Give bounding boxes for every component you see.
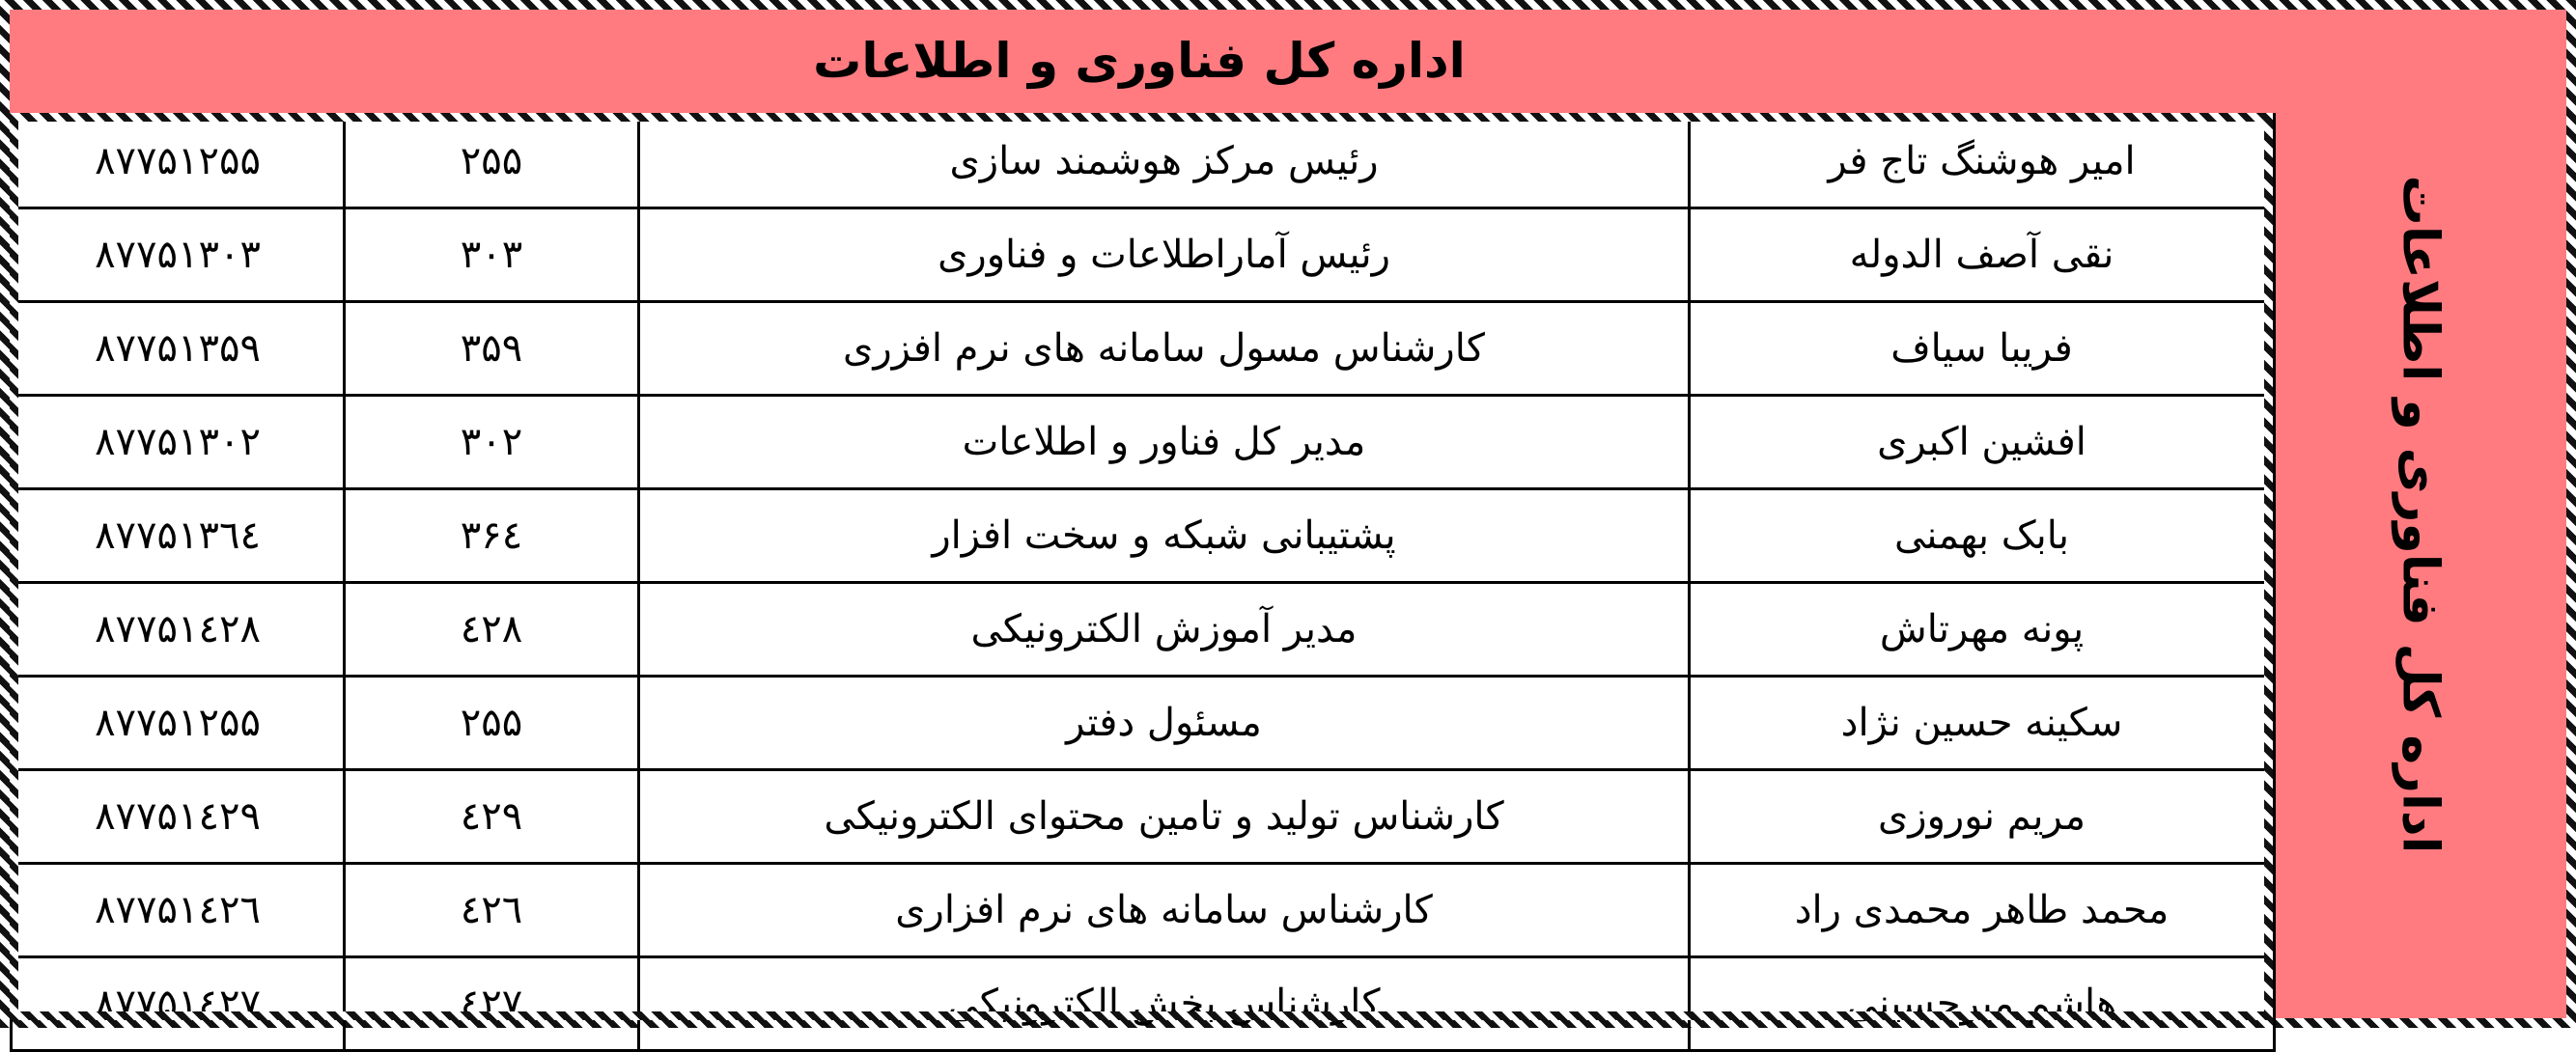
extension-cell: ٤۲٦	[345, 864, 639, 957]
directory-table	[10, 113, 2276, 1052]
table-row	[12, 489, 2275, 583]
table-row	[12, 677, 2275, 770]
side-panel	[2273, 10, 2566, 1018]
page-title: اداره کل فناوری و اطلاعات	[813, 32, 1466, 89]
job-title-cell: مسئول دفتر	[639, 677, 1690, 770]
table-row	[12, 115, 2275, 208]
table-row	[12, 957, 2275, 1051]
job-title-cell: کارشناس تولید و تامین محتوای الکترونیکی	[639, 770, 1690, 864]
phone-cell: ۸۷۷۵۱۳۰۳	[12, 208, 345, 302]
table-row	[12, 770, 2275, 864]
person-name-cell: محمد طاهر محمدی راد	[1690, 864, 2275, 957]
extension-cell: ٤۲۸	[345, 583, 639, 677]
extension-cell: ٤۲۷	[345, 957, 639, 1051]
phone-cell: ۸۷۷۵۱۲۵۵	[12, 115, 345, 208]
table-row	[12, 302, 2275, 396]
table-row	[12, 396, 2275, 489]
phone-cell: ۸۷۷۵۱۳۰۲	[12, 396, 345, 489]
job-title-cell: مدیر آموزش الکترونیکی	[639, 583, 1690, 677]
person-name-cell: پونه مهرتاش	[1690, 583, 2275, 677]
job-title-cell: کارشناس بخش الکترونیکی	[639, 957, 1690, 1051]
directory-table-body	[12, 115, 2275, 1051]
person-name-cell: امیر هوشنگ تاج فر	[1690, 115, 2275, 208]
title-bar	[10, 10, 2269, 111]
person-name-cell: افشین اکبری	[1690, 396, 2275, 489]
table-row	[12, 208, 2275, 302]
side-label: اداره کل فناوری و اطلاعات	[2391, 175, 2450, 853]
job-title-cell: مدیر کل فناور و اطلاعات	[639, 396, 1690, 489]
person-name-cell: مریم نوروزی	[1690, 770, 2275, 864]
table-row	[12, 864, 2275, 957]
person-name-cell: نقی آصف الدوله	[1690, 208, 2275, 302]
person-name-cell: هاشم میرحسینی	[1690, 957, 2275, 1051]
job-title-cell: کارشناس سامانه های نرم افزاری	[639, 864, 1690, 957]
person-name-cell: سکینه حسین نژاد	[1690, 677, 2275, 770]
extension-cell: ۲۵۵	[345, 115, 639, 208]
extension-cell: ۳۰۲	[345, 396, 639, 489]
phone-cell: ۸۷۷۵۱٤۲۹	[12, 770, 345, 864]
table-row	[12, 583, 2275, 677]
job-title-cell: رئیس مرکز هوشمند سازی	[639, 115, 1690, 208]
extension-cell: ۳۶٤	[345, 489, 639, 583]
extension-cell: ۳۵۹	[345, 302, 639, 396]
phone-cell: ۸۷۷۵۱۳۵۹	[12, 302, 345, 396]
extension-cell: ۲۵۵	[345, 677, 639, 770]
person-name-cell: بابک بهمنی	[1690, 489, 2275, 583]
phone-cell: ۸۷۷۵۱۲۵۵	[12, 677, 345, 770]
phone-cell: ۸۷۷۵۱٤۲۷	[12, 957, 345, 1051]
directory-table-wrap	[10, 113, 2273, 1026]
phone-cell: ۸۷۷۵۱٤۲٦	[12, 864, 345, 957]
job-title-cell: کارشناس مسول سامانه های نرم افزری	[639, 302, 1690, 396]
phone-cell: ۸۷۷۵۱٤۲۸	[12, 583, 345, 677]
phone-cell: ۸۷۷۵۱۳٦٤	[12, 489, 345, 583]
job-title-cell: رئیس آماراطلاعات و فناوری	[639, 208, 1690, 302]
extension-cell: ٤۲۹	[345, 770, 639, 864]
person-name-cell: فریبا سیاف	[1690, 302, 2275, 396]
job-title-cell: پشتیبانی شبکه و سخت افزار	[639, 489, 1690, 583]
extension-cell: ۳۰۳	[345, 208, 639, 302]
